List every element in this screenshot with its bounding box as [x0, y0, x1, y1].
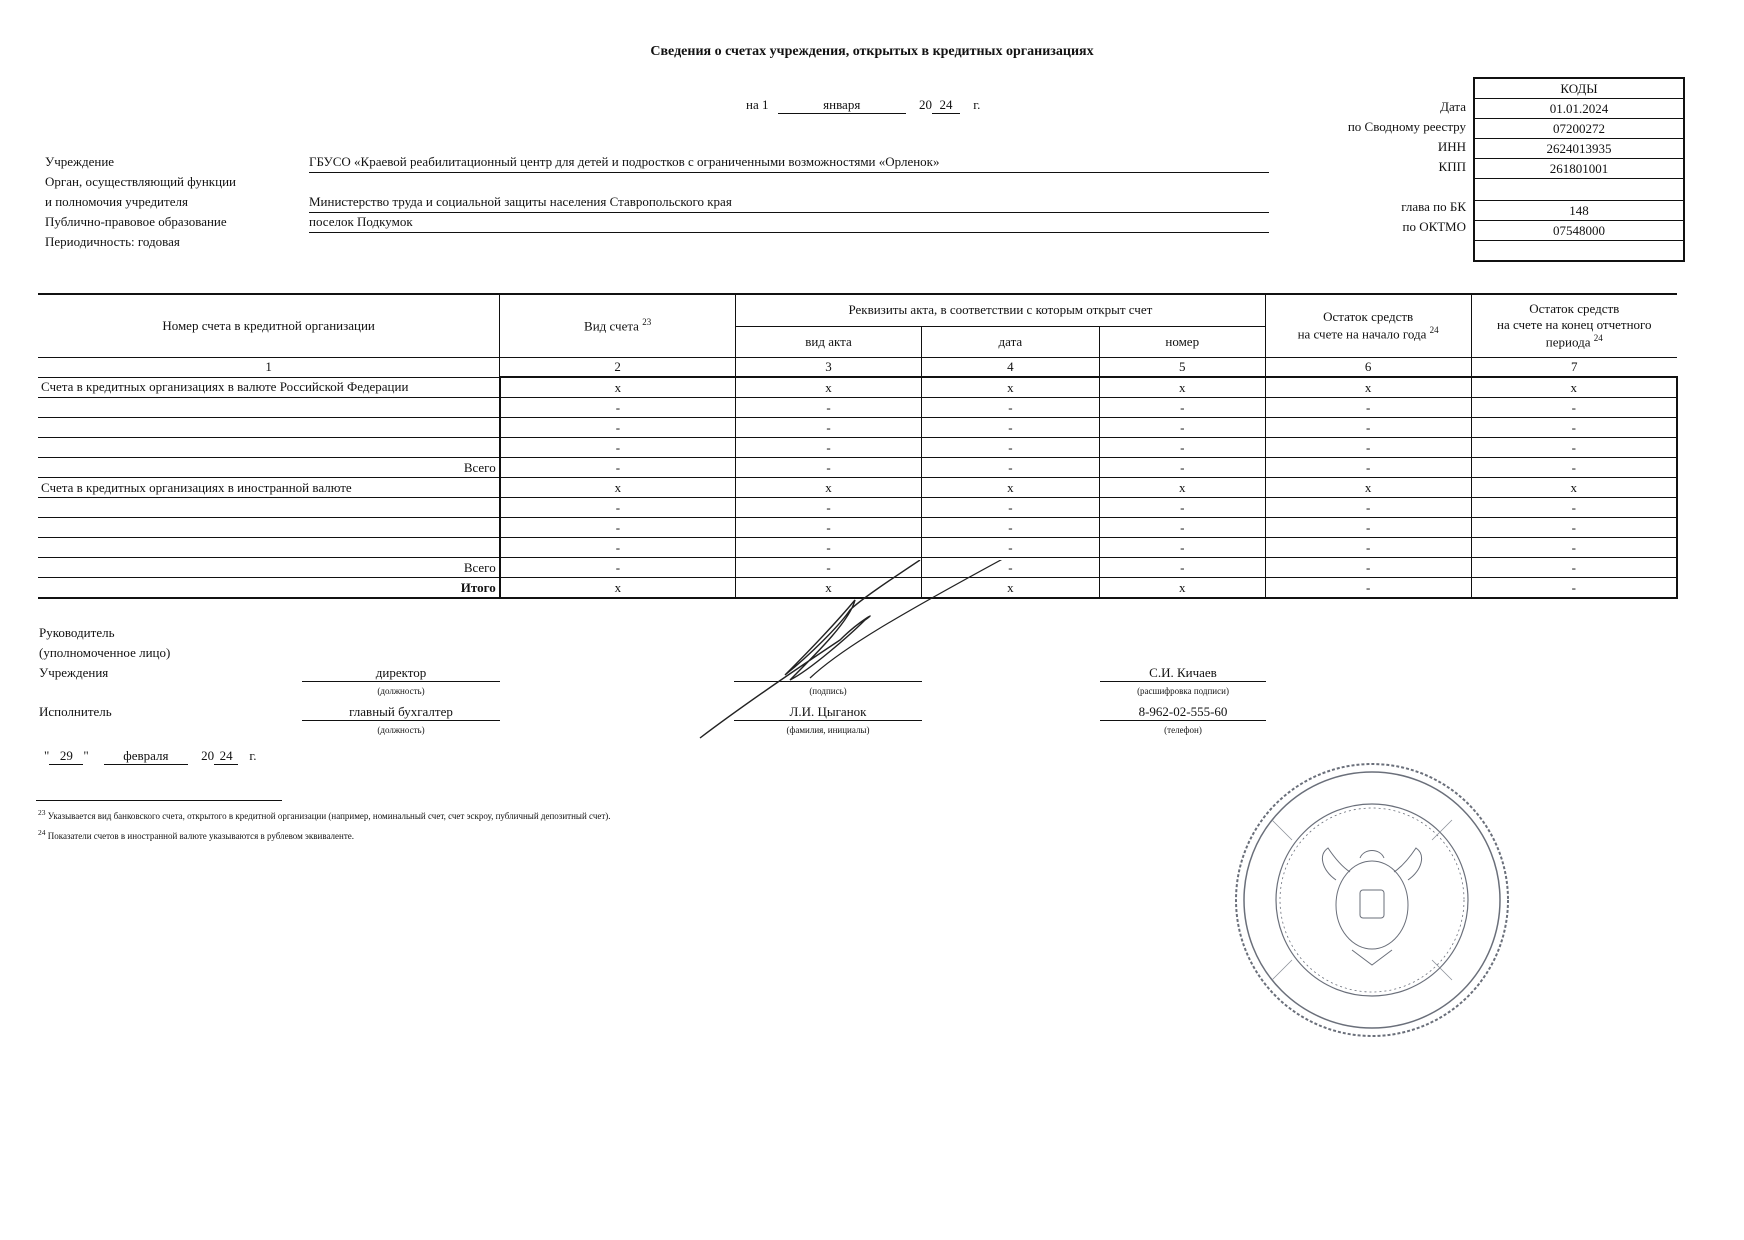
sign-date-month: февраля: [104, 748, 188, 765]
row-cell: x: [500, 377, 736, 398]
row-cell: -: [1099, 498, 1265, 518]
row-cell: -: [500, 538, 736, 558]
row-cell: -: [500, 498, 736, 518]
row-cell: -: [1471, 398, 1677, 418]
row-cell: -: [1265, 398, 1471, 418]
row-cell: x: [1471, 478, 1677, 498]
row-cell: x: [736, 377, 922, 398]
date-line: [746, 97, 980, 114]
row-label: Счета в кредитных организациях в иностранной валюте: [38, 478, 500, 498]
row-cell: x: [921, 578, 1099, 599]
accounts-table: [38, 293, 1678, 599]
header-balance-start-sup: 24: [1429, 325, 1439, 336]
date-suffix: г.: [973, 97, 981, 112]
col-num-1: 1: [38, 358, 500, 378]
table-row: [38, 418, 1677, 438]
head-position-caption: (должность): [377, 686, 425, 696]
row-cell: -: [736, 438, 922, 458]
head-position: директор: [302, 665, 500, 682]
row-label: [38, 398, 500, 418]
row-cell: -: [736, 498, 922, 518]
header-account-type-sup: 23: [642, 317, 652, 328]
head-signature-caption: (подпись): [809, 686, 847, 696]
row-label: Всего: [38, 458, 500, 478]
row-cell: -: [500, 418, 736, 438]
head-label-2: (уполномоченное лицо): [39, 645, 171, 660]
code-value-kpp: 261801001: [1475, 159, 1683, 179]
sign-date-close-quote: ": [83, 748, 89, 763]
row-label: [38, 438, 500, 458]
row-cell: -: [921, 518, 1099, 538]
row-cell: -: [1265, 438, 1471, 458]
exec-position: главный бухгалтер: [302, 704, 500, 721]
row-cell: x: [921, 478, 1099, 498]
sign-date-suffix: г.: [249, 748, 257, 763]
row-cell: -: [921, 538, 1099, 558]
row-cell: -: [921, 498, 1099, 518]
column-numbers-row: [38, 358, 1677, 378]
row-cell: -: [736, 518, 922, 538]
row-cell: -: [500, 558, 736, 578]
sign-date: [44, 748, 257, 765]
table-row: [38, 538, 1677, 558]
code-value-empty: [1475, 179, 1683, 201]
table-row: [38, 478, 1677, 498]
row-cell: x: [1099, 578, 1265, 599]
exec-phone: 8-962-02-555-60: [1100, 704, 1266, 721]
table-row: [38, 398, 1677, 418]
row-cell: -: [736, 538, 922, 558]
row-cell: -: [1471, 458, 1677, 478]
header-balance-start: [1265, 294, 1471, 358]
row-cell: x: [1099, 478, 1265, 498]
code-label-registry: по Сводному реестру: [1347, 119, 1466, 134]
head-name: С.И. Кичаев: [1100, 665, 1266, 682]
table-row: [38, 498, 1677, 518]
page-title: Сведения о счетах учреждения, открытых в кредитных организациях: [650, 44, 1094, 59]
founder-label-2: и полномочия учредителя: [45, 194, 188, 209]
date-year-prefix: 20: [918, 97, 932, 112]
row-cell: -: [1099, 418, 1265, 438]
code-label-oktmo: по ОКТМО: [1402, 219, 1466, 234]
row-cell: -: [921, 398, 1099, 418]
public-label: Публично-правовое образование: [45, 214, 227, 229]
header-balance-start-line2-wrap: [1269, 325, 1468, 342]
row-cell: -: [1471, 518, 1677, 538]
row-cell: x: [736, 578, 922, 599]
row-cell: -: [1265, 458, 1471, 478]
footnote-24-sup: 24: [38, 828, 46, 837]
col-num-5: 5: [1099, 358, 1265, 378]
footnote-23-text: Указывается вид банковского счета, открытого в кредитной организации (например, номинальный счет, счет эскроу, публичный депозитный счет).: [47, 811, 611, 821]
row-cell: -: [736, 458, 922, 478]
row-cell: -: [921, 458, 1099, 478]
row-cell: -: [1471, 558, 1677, 578]
row-label: [38, 498, 500, 518]
codes-box: [1473, 77, 1685, 262]
exec-name: Л.И. Цыганок: [734, 704, 922, 721]
row-label: [38, 418, 500, 438]
header-balance-end-line3-wrap: [1475, 333, 1674, 350]
row-cell: x: [1265, 478, 1471, 498]
row-cell: -: [500, 458, 736, 478]
header-act-number: номер: [1099, 326, 1265, 358]
footnote-23: [38, 808, 611, 821]
head-label-1: Руководитель: [39, 625, 115, 640]
founder-value: Министерство труда и социальной защиты населения Ставропольского края: [309, 194, 1269, 213]
row-cell: x: [736, 478, 922, 498]
row-label: Итого: [38, 578, 500, 599]
date-month: января: [778, 97, 906, 114]
row-cell: -: [1471, 578, 1677, 599]
table-row: [38, 438, 1677, 458]
row-cell: x: [1099, 377, 1265, 398]
row-cell: -: [500, 518, 736, 538]
row-cell: x: [1265, 377, 1471, 398]
col-num-4: 4: [921, 358, 1099, 378]
table-row: [38, 518, 1677, 538]
exec-position-caption: (должность): [377, 725, 425, 735]
sign-date-day: 29: [49, 748, 83, 765]
code-value-inn: 2624013935: [1475, 139, 1683, 159]
row-cell: x: [1471, 377, 1677, 398]
footnote-24-text: Показатели счетов в иностранной валюте указываются в рублевом эквиваленте.: [47, 831, 355, 841]
row-cell: x: [500, 478, 736, 498]
sign-date-year-prefix: 20: [201, 748, 215, 763]
row-label: [38, 538, 500, 558]
header-account-number: Номер счета в кредитной организации: [38, 294, 500, 358]
footnote-divider: [36, 800, 282, 801]
row-cell: -: [1471, 418, 1677, 438]
row-cell: -: [500, 398, 736, 418]
public-value: поселок Подкумок: [309, 214, 1269, 233]
row-cell: -: [1471, 538, 1677, 558]
header-balance-end: [1471, 294, 1677, 358]
row-cell: -: [736, 398, 922, 418]
header-balance-start-line1: Остаток средств: [1323, 309, 1414, 325]
row-cell: -: [1265, 418, 1471, 438]
header-row-1: [38, 294, 1677, 326]
exec-phone-caption: (телефон): [1164, 725, 1202, 735]
header-act-kind: вид акта: [736, 326, 922, 358]
code-value-registry: 07200272: [1475, 119, 1683, 139]
row-cell: -: [1099, 398, 1265, 418]
col-num-7: 7: [1471, 358, 1677, 378]
code-value-date: 01.01.2024: [1475, 99, 1683, 119]
date-prefix: на 1: [746, 97, 769, 112]
row-label: [38, 518, 500, 538]
row-cell: -: [1471, 498, 1677, 518]
sign-date-year-suffix: 24: [214, 748, 238, 765]
footnote-24: [38, 828, 354, 841]
founder-label-1: Орган, осуществляющий функции: [45, 174, 236, 189]
head-label-3: Учреждения: [39, 665, 109, 680]
head-name-caption: (расшифровка подписи): [1137, 686, 1229, 696]
row-cell: -: [1471, 438, 1677, 458]
header-account-type-text: Вид счета: [584, 318, 639, 334]
row-cell: -: [921, 438, 1099, 458]
row-cell: -: [500, 438, 736, 458]
code-label-bk: глава по БК: [1401, 199, 1466, 214]
row-cell: x: [921, 377, 1099, 398]
code-value-oktmo: 07548000: [1475, 221, 1683, 241]
header-balance-end-line1: Остаток средств: [1529, 301, 1620, 317]
col-num-6: 6: [1265, 358, 1471, 378]
row-cell: -: [1265, 538, 1471, 558]
col-num-3: 3: [736, 358, 922, 378]
codes-header: КОДЫ: [1475, 79, 1683, 99]
official-seal: [1232, 760, 1512, 1040]
row-cell: -: [1099, 458, 1265, 478]
exec-label: Исполнитель: [39, 704, 112, 719]
row-label: Всего: [38, 558, 500, 578]
period-label: Периодичность: годовая: [45, 234, 180, 249]
row-cell: -: [1099, 538, 1265, 558]
row-label: Счета в кредитных организациях в валюте Российской Федерации: [38, 377, 500, 398]
header-balance-end-sup: 24: [1593, 333, 1603, 344]
header-act-date: дата: [921, 326, 1099, 358]
code-label-inn: ИНН: [1437, 139, 1466, 154]
row-cell: -: [1265, 498, 1471, 518]
header-account-type: [500, 294, 736, 358]
row-cell: -: [921, 418, 1099, 438]
row-cell: -: [1099, 518, 1265, 538]
code-value-empty-2: [1475, 241, 1683, 260]
row-cell: -: [736, 418, 922, 438]
header-balance-start-line2: на счете на начало года: [1297, 326, 1427, 342]
footnote-23-sup: 23: [38, 808, 46, 817]
sign-date-open-quote: ": [44, 748, 50, 763]
row-cell: -: [1265, 518, 1471, 538]
table-row: [38, 458, 1677, 478]
header-act-group: Реквизиты акта, в соответствии с которым открыт счет: [736, 294, 1266, 326]
code-label-kpp: КПП: [1438, 159, 1466, 174]
row-cell: x: [500, 578, 736, 599]
row-cell: -: [1265, 578, 1471, 599]
institution-label: Учреждение: [45, 154, 115, 169]
row-cell: -: [736, 558, 922, 578]
code-value-bk: 148: [1475, 201, 1683, 221]
header-balance-end-line3: периода: [1545, 334, 1591, 350]
code-label-date: Дата: [1440, 99, 1466, 114]
row-cell: -: [1099, 438, 1265, 458]
header-balance-end-line2: на счете на конец отчетного: [1497, 317, 1652, 333]
institution-value: ГБУСО «Краевой реабилитационный центр для детей и подростков с ограниченными возможностями «Орленок»: [309, 154, 1269, 173]
exec-name-caption: (фамилия, инициалы): [786, 725, 870, 735]
row-cell: -: [1265, 558, 1471, 578]
date-year-suffix: 24: [932, 97, 960, 114]
signature-scribble: [690, 560, 1020, 740]
row-cell: -: [921, 558, 1099, 578]
col-num-2: 2: [500, 358, 736, 378]
row-cell: -: [1099, 558, 1265, 578]
table-row: [38, 377, 1677, 398]
